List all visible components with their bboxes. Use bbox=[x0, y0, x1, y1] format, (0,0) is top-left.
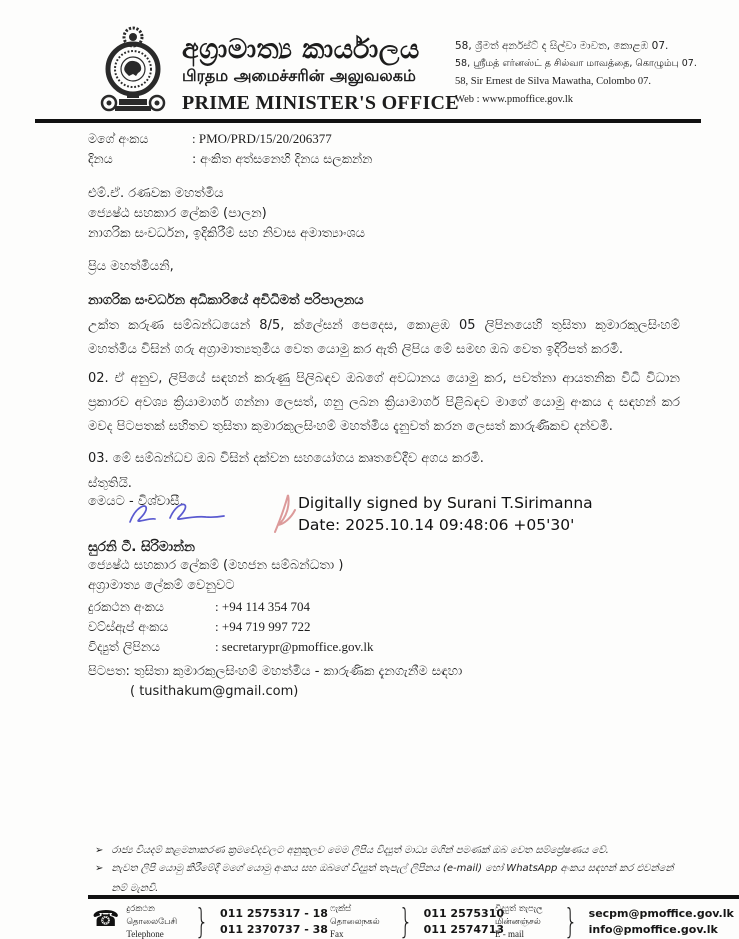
date-label: දිනය bbox=[88, 151, 113, 166]
telephone-icon: ☎ bbox=[92, 907, 120, 932]
footer-fax-label-en: Fax bbox=[330, 929, 344, 939]
signatory-name: සුරනි ටී. සිරිමාන්න bbox=[88, 539, 195, 555]
recipient-designation: ජ්‍යෙෂ්ඨ සහකාර ලේකම් (පාලන) bbox=[88, 206, 267, 221]
office-title-tamil: பிரதம அமைச்சரின் அலுவலகம் bbox=[182, 66, 416, 85]
whatsapp-number-value: : +94 719 997 722 bbox=[215, 619, 311, 634]
copy-to-line: පිටපත: තුසිතා කුමාරකුලසිංහම් මහත්මිය - කාරුණික දැනගැනීම සඳහා bbox=[88, 664, 463, 679]
my-number-label: මගේ අංකය bbox=[88, 131, 149, 146]
body-paragraph-1: උක්ත කරුණ සම්බන්ධයෙන් 8/5, ක්ලේසන් පෙදෙස, කොළඹ 05 ලිපිනයෙහි තුසිතා කුමාරකුලසිංහම් මහත්මිය විසින් ගරු අග්‍රාමාත්‍යතුමිය වෙත යොමු කර ඇති ලිපිය මේ සමඟ ඔබ වෙත ඉදිරිපත් කරමි. bbox=[88, 318, 680, 357]
footer-fax-group bbox=[330, 903, 504, 939]
digital-signature-line2: Date: 2025.10.14 09:48:06 +05'30' bbox=[298, 515, 575, 534]
arrow-bullet-icon: ➢ bbox=[95, 845, 104, 856]
header-divider-rule bbox=[35, 119, 701, 123]
handwritten-signature bbox=[122, 500, 232, 532]
whatsapp-number-label: වට්ස්ඇප් අංකය bbox=[88, 619, 169, 634]
footer-email-label-ta: மின்னஞ்சல் bbox=[495, 916, 541, 927]
footer-phone-group bbox=[92, 903, 328, 939]
signatory-designation: ජ්‍යෙෂ්ඨ සහකාර ලේකම් (මහජන සම්බන්ධතා ) bbox=[88, 558, 344, 573]
footer-phone-label-en: Telephone bbox=[126, 929, 164, 939]
office-title-english: PRIME MINISTER'S OFFICE bbox=[182, 92, 459, 114]
arrow-bullet-icon: ➢ bbox=[95, 863, 104, 874]
footer-fax-label-si: ෆැක්ස් bbox=[330, 904, 352, 914]
footnote-text-1: රාජ්‍ය වියදම් කළමනාකරණ ක්‍රමවේදවලට අනුකූලව මෙම ලිපිය විද්‍යුත් මාධ්‍ය මගින් පමණක් ඔබ වෙත සම්ප්‍රේෂණය වේ. bbox=[111, 845, 609, 856]
date-value: : අංකිත අත්සනෙහි දිනය සලකන්න bbox=[192, 151, 373, 166]
sri-lanka-emblem-logo bbox=[92, 24, 174, 119]
telephone-number-label: දුරකථන අංකය bbox=[88, 599, 164, 614]
footer-email-group bbox=[495, 903, 734, 939]
footer-email-label-si: විද්‍යුත් තැපැල bbox=[495, 904, 543, 914]
recipient-ministry: නාගරික සංවර්ධන, ඉදිකිරීම් සහ නිවාස අමාත්‍යාංශය bbox=[88, 226, 366, 241]
adobe-acrobat-stamp-icon bbox=[272, 492, 298, 534]
footer-fax-label-ta: தொலைநகல் bbox=[330, 916, 380, 927]
brace-glyph: } bbox=[195, 902, 210, 939]
closing-faithfully: මෙයට - විශ්වාසී. bbox=[88, 494, 184, 509]
digital-signature-line1: Digitally signed by Surani T.Sirimanna bbox=[298, 494, 593, 512]
closing-thanks: ස්තුතියි. bbox=[88, 476, 132, 491]
footer-email-value-2: info@pmoffice.gov.lk bbox=[588, 923, 718, 936]
my-number-value: : PMO/PRD/15/20/206377 bbox=[192, 131, 332, 146]
recipient-name: එම්.ඒ. රණවක මහත්මිය bbox=[88, 186, 224, 201]
body-paragraph-3: 03. මේ සම්බන්ධව ඔබ විසින් දක්වන සහයෝගය කෘතවේදීව අගය කරමි. bbox=[88, 451, 484, 466]
footer-phone-value-1: 011 2575317 - 18 bbox=[220, 907, 328, 920]
telephone-number-value: : +94 114 354 704 bbox=[215, 599, 310, 614]
footer-phone-label-ta: தொலைபேசி bbox=[126, 916, 178, 927]
office-address-english: 58, Sir Ernest de Silva Mawatha, Colombo 07. bbox=[455, 76, 651, 87]
office-address-tamil: 58, ஸ்ரீமத் எர்னஸ்ட் த சில்வா மாவத்தை, கொழும்பு 07. bbox=[455, 58, 697, 69]
digital-signature-block bbox=[298, 493, 618, 536]
footer-phone-value-2: 011 2370737 - 38 bbox=[220, 923, 328, 936]
office-title-sinhala: අග්‍රාමාත්‍ය කාර්යාලය bbox=[182, 34, 420, 65]
footer-fax-value-1: 011 2575310 bbox=[423, 907, 505, 920]
salutation: ප්‍රිය මහත්මියනි, bbox=[88, 259, 174, 274]
copy-to-email: ( tusithakum@gmail.com) bbox=[130, 684, 299, 699]
brace-glyph: } bbox=[563, 902, 578, 939]
email-address-label: විද්‍යුත් ලිපිනය bbox=[88, 639, 161, 654]
footnote-item bbox=[95, 859, 680, 899]
brace-glyph: } bbox=[398, 902, 413, 939]
footer-email-value-1: secpm@pmoffice.gov.lk bbox=[588, 907, 734, 920]
footnote-text-2: නැවත ලිපි යොමු කිරීමේදී මගේ යොමු අංකය සහ ඔබගේ විද්‍යුත් තැපැල් ලිපිනය (e-mail) හෝ WhatsApp අංකය සඳහන් කර එවන්නේ නම් මැනවි. bbox=[111, 863, 674, 894]
footnote-item bbox=[95, 841, 695, 861]
subject-line: නාගරික සංවර්ධන අධිකාරියේ අවිධිමත් පරිපාලනය bbox=[88, 293, 364, 308]
footer-email-label-en: E - mail bbox=[495, 929, 524, 939]
footer-fax-value-2: 011 2574713 bbox=[423, 923, 505, 936]
signatory-on-behalf: අග්‍රාමාත්‍ය ලේකම් වෙනුවට bbox=[88, 578, 235, 593]
office-address-sinhala: 58, ශ්‍රීමත් අර්නස්ට් ද සිල්වා මාවත, කොළඹ 07. bbox=[455, 40, 669, 52]
footer-divider-rule bbox=[88, 895, 739, 899]
footer-phone-label-si: දුරකථන bbox=[126, 904, 155, 914]
office-website: Web : www.pmoffice.gov.lk bbox=[455, 94, 574, 105]
email-address-value: : secretarypr@pmoffice.gov.lk bbox=[215, 639, 374, 654]
body-paragraph-2: 02. ඒ අනුව, ලිපියේ සඳහන් කරුණු පිලිබඳව ඔබගේ අවධානය යොමු කර, පවත්නා ආයතනික විධි විධාන ප්‍රකාරව අවශ්‍ය ක්‍රියාමාර්ග ගන්නා ලෙසත්, ගනු ලබන ක්‍රියාමාර්ග පිළිබඳව මාගේ යොමු අංකය ද සඳහන් කර මවද පිටපතක් සහිතව තුසිතා කුමාරකුලසිංහම් මහත්මිය දැනුවත් කරන ලෙසත් කාරුණිකව දන්වමි. bbox=[88, 371, 680, 434]
